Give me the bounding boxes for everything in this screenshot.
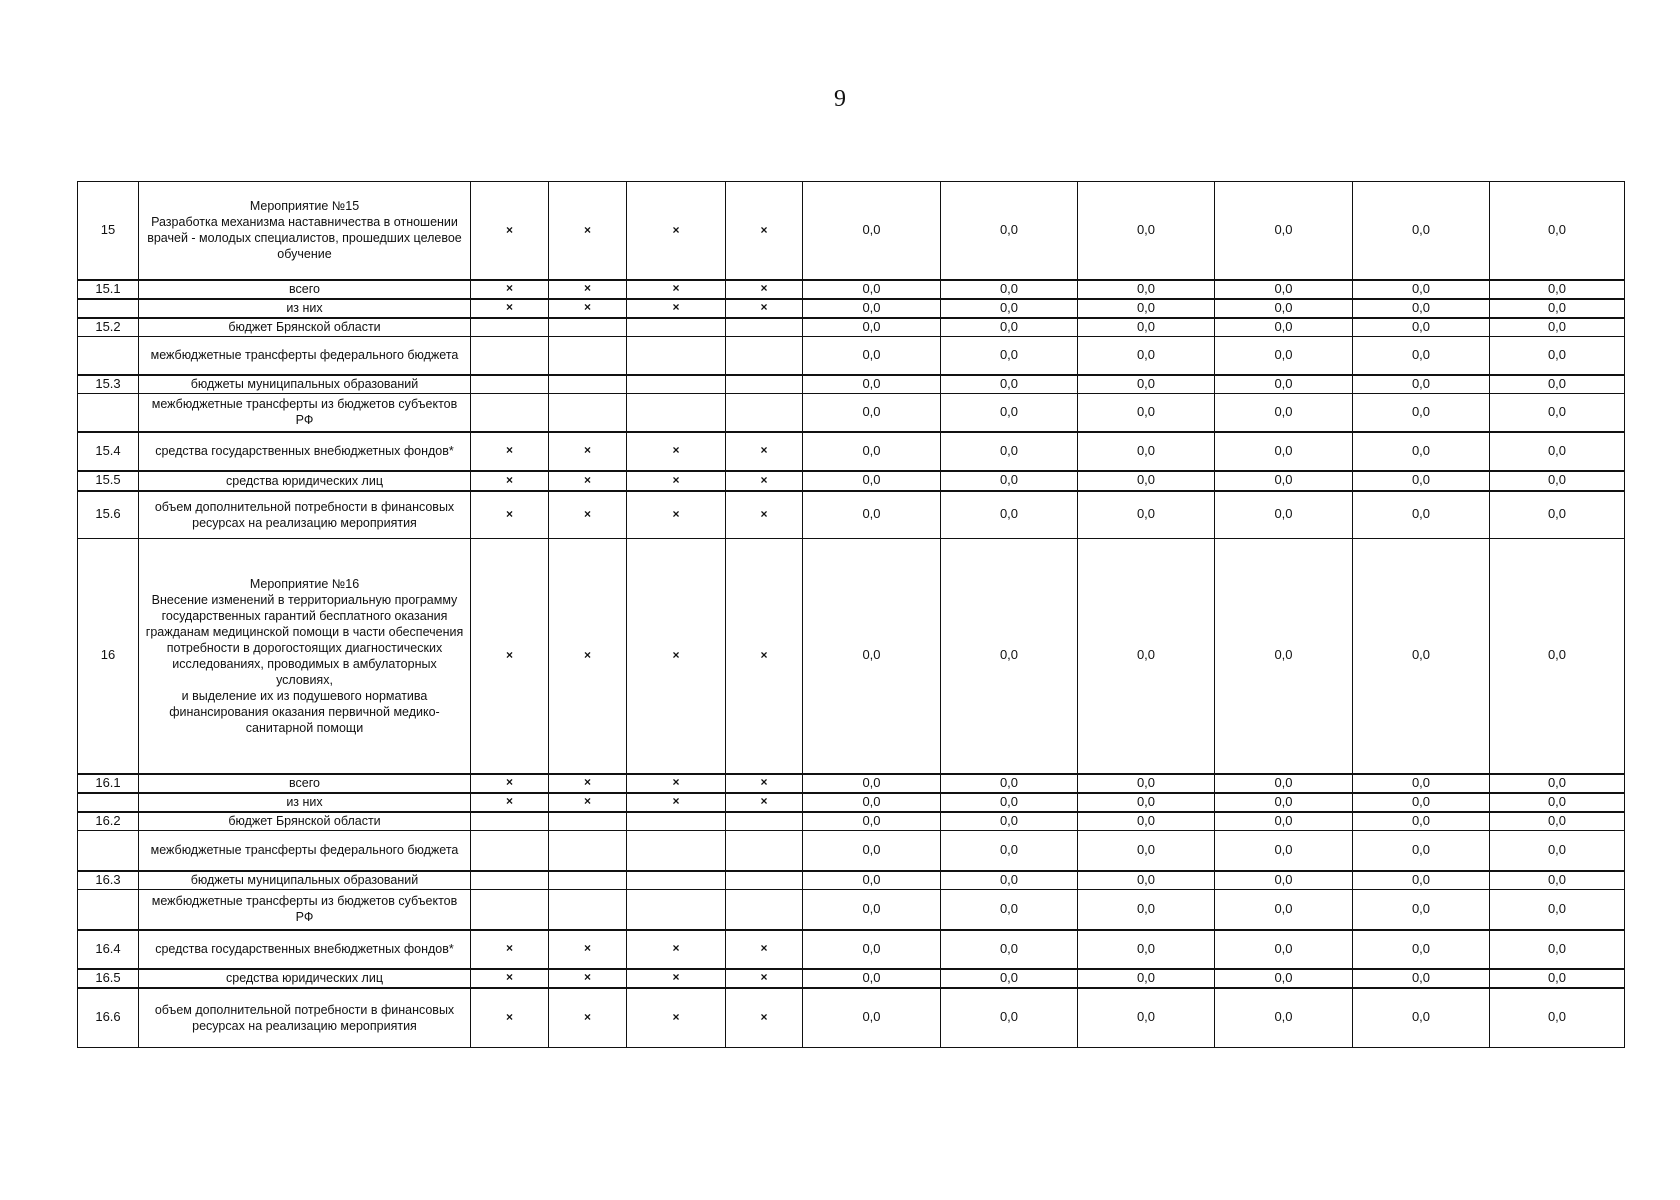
value-cell: 0,0: [1353, 318, 1490, 337]
value-cell: 0,0: [1490, 539, 1625, 774]
table-row: [78, 969, 1625, 988]
value-cell: 0,0: [1490, 280, 1625, 299]
row-label: средства юридических лиц: [139, 969, 471, 988]
row-number: [78, 394, 139, 432]
cross-cell: [471, 812, 549, 831]
cross-cell: [471, 871, 549, 890]
value-cell: 0,0: [803, 182, 941, 280]
table-row: [78, 871, 1625, 890]
row-number: [78, 337, 139, 375]
value-cell: 0,0: [1215, 539, 1353, 774]
cross-cell: ×: [549, 988, 627, 1048]
row-label: средства государственных внебюджетных фондов*: [139, 432, 471, 471]
value-cell: 0,0: [1490, 375, 1625, 394]
value-cell: 0,0: [803, 988, 941, 1048]
value-cell: 0,0: [1078, 471, 1215, 491]
value-cell: 0,0: [1353, 890, 1490, 930]
cross-cell: ×: [549, 182, 627, 280]
value-cell: 0,0: [1078, 491, 1215, 539]
table-row: [78, 491, 1625, 539]
row-label: из них: [139, 793, 471, 812]
value-cell: 0,0: [1490, 491, 1625, 539]
value-cell: 0,0: [1215, 890, 1353, 930]
value-cell: 0,0: [1353, 871, 1490, 890]
value-cell: 0,0: [1215, 793, 1353, 812]
value-cell: 0,0: [1490, 337, 1625, 375]
value-cell: 0,0: [941, 337, 1078, 375]
value-cell: 0,0: [941, 812, 1078, 831]
value-cell: 0,0: [941, 969, 1078, 988]
cross-cell: ×: [471, 988, 549, 1048]
cross-cell: ×: [471, 969, 549, 988]
value-cell: 0,0: [941, 491, 1078, 539]
value-cell: 0,0: [1078, 871, 1215, 890]
value-cell: 0,0: [1490, 318, 1625, 337]
value-cell: 0,0: [803, 831, 941, 871]
value-cell: 0,0: [1353, 182, 1490, 280]
cross-cell: ×: [471, 471, 549, 491]
cross-cell: [471, 337, 549, 375]
value-cell: 0,0: [1490, 299, 1625, 318]
cross-cell: ×: [549, 930, 627, 969]
cross-cell: ×: [726, 930, 803, 969]
value-cell: 0,0: [803, 871, 941, 890]
row-number: 15.2: [78, 318, 139, 337]
table-row: [78, 375, 1625, 394]
cross-cell: ×: [471, 491, 549, 539]
value-cell: 0,0: [941, 871, 1078, 890]
budget-table: [77, 181, 1625, 1048]
row-number: 15: [78, 182, 139, 280]
value-cell: 0,0: [941, 394, 1078, 432]
value-cell: 0,0: [1078, 930, 1215, 969]
value-cell: 0,0: [941, 930, 1078, 969]
row-number: 16.6: [78, 988, 139, 1048]
value-cell: 0,0: [1078, 774, 1215, 793]
cross-cell: [726, 375, 803, 394]
table-row: [78, 299, 1625, 318]
value-cell: 0,0: [803, 812, 941, 831]
value-cell: 0,0: [1490, 793, 1625, 812]
value-cell: 0,0: [1215, 969, 1353, 988]
cross-cell: ×: [627, 432, 726, 471]
row-number: [78, 831, 139, 871]
value-cell: 0,0: [1078, 831, 1215, 871]
cross-cell: [471, 831, 549, 871]
row-number: 16.5: [78, 969, 139, 988]
value-cell: 0,0: [1490, 890, 1625, 930]
cross-cell: ×: [627, 299, 726, 318]
cross-cell: [471, 890, 549, 930]
cross-cell: ×: [627, 774, 726, 793]
table-row: [78, 182, 1625, 280]
value-cell: 0,0: [1215, 182, 1353, 280]
row-number: 16.1: [78, 774, 139, 793]
value-cell: 0,0: [1078, 375, 1215, 394]
value-cell: 0,0: [1353, 280, 1490, 299]
cross-cell: [471, 394, 549, 432]
cross-cell: ×: [726, 988, 803, 1048]
table-row: [78, 890, 1625, 930]
value-cell: 0,0: [941, 988, 1078, 1048]
value-cell: 0,0: [941, 375, 1078, 394]
table-row: [78, 930, 1625, 969]
value-cell: 0,0: [941, 831, 1078, 871]
value-cell: 0,0: [1353, 539, 1490, 774]
cross-cell: [471, 375, 549, 394]
value-cell: 0,0: [1078, 890, 1215, 930]
cross-cell: ×: [726, 539, 803, 774]
cross-cell: ×: [549, 432, 627, 471]
value-cell: 0,0: [1490, 394, 1625, 432]
value-cell: 0,0: [941, 299, 1078, 318]
value-cell: 0,0: [803, 318, 941, 337]
value-cell: 0,0: [1353, 831, 1490, 871]
cross-cell: ×: [627, 539, 726, 774]
value-cell: 0,0: [1490, 471, 1625, 491]
cross-cell: ×: [726, 491, 803, 539]
row-label: всего: [139, 774, 471, 793]
row-number: 16.2: [78, 812, 139, 831]
value-cell: 0,0: [1490, 812, 1625, 831]
cross-cell: ×: [471, 930, 549, 969]
cross-cell: ×: [726, 432, 803, 471]
value-cell: 0,0: [1215, 491, 1353, 539]
cross-cell: [627, 871, 726, 890]
cross-cell: [726, 871, 803, 890]
value-cell: 0,0: [1078, 988, 1215, 1048]
cross-cell: ×: [471, 432, 549, 471]
value-cell: 0,0: [1353, 969, 1490, 988]
cross-cell: [726, 318, 803, 337]
value-cell: 0,0: [941, 793, 1078, 812]
table-row: [78, 831, 1625, 871]
table-row: [78, 812, 1625, 831]
value-cell: 0,0: [1078, 394, 1215, 432]
value-cell: 0,0: [941, 318, 1078, 337]
table-row: [78, 539, 1625, 774]
cross-cell: ×: [549, 969, 627, 988]
value-cell: 0,0: [1215, 930, 1353, 969]
cross-cell: ×: [627, 988, 726, 1048]
cross-cell: [726, 337, 803, 375]
cross-cell: [549, 831, 627, 871]
value-cell: 0,0: [1215, 774, 1353, 793]
value-cell: 0,0: [1353, 930, 1490, 969]
value-cell: 0,0: [1353, 337, 1490, 375]
cross-cell: ×: [627, 471, 726, 491]
value-cell: 0,0: [1215, 299, 1353, 318]
value-cell: 0,0: [1215, 375, 1353, 394]
row-number: [78, 299, 139, 318]
value-cell: 0,0: [1353, 471, 1490, 491]
cross-cell: ×: [627, 182, 726, 280]
row-number: 15.3: [78, 375, 139, 394]
value-cell: 0,0: [1078, 539, 1215, 774]
row-label: Мероприятие №15 Разработка механизма наставничества в отношении врачей - молодых специалистов, прошедших целевое обучение: [139, 182, 471, 280]
cross-cell: ×: [726, 299, 803, 318]
cross-cell: [627, 337, 726, 375]
cross-cell: [627, 394, 726, 432]
value-cell: 0,0: [1490, 969, 1625, 988]
value-cell: 0,0: [1353, 491, 1490, 539]
value-cell: 0,0: [1353, 793, 1490, 812]
value-cell: 0,0: [1490, 831, 1625, 871]
row-number: 15.6: [78, 491, 139, 539]
cross-cell: ×: [726, 793, 803, 812]
cross-cell: ×: [471, 539, 549, 774]
value-cell: 0,0: [1215, 337, 1353, 375]
value-cell: 0,0: [1353, 812, 1490, 831]
cross-cell: ×: [726, 182, 803, 280]
cross-cell: ×: [726, 471, 803, 491]
cross-cell: [549, 812, 627, 831]
value-cell: 0,0: [1490, 774, 1625, 793]
cross-cell: ×: [471, 299, 549, 318]
row-label: бюджеты муниципальных образований: [139, 375, 471, 394]
value-cell: 0,0: [803, 375, 941, 394]
table-row: [78, 394, 1625, 432]
row-number: 15.5: [78, 471, 139, 491]
value-cell: 0,0: [803, 930, 941, 969]
row-number: [78, 793, 139, 812]
page-number: 9: [834, 86, 846, 112]
value-cell: 0,0: [803, 337, 941, 375]
row-label: из них: [139, 299, 471, 318]
cross-cell: ×: [627, 969, 726, 988]
value-cell: 0,0: [803, 539, 941, 774]
cross-cell: [627, 812, 726, 831]
value-cell: 0,0: [1490, 930, 1625, 969]
value-cell: 0,0: [1490, 432, 1625, 471]
cross-cell: [627, 831, 726, 871]
cross-cell: [627, 375, 726, 394]
cross-cell: ×: [627, 930, 726, 969]
cross-cell: [471, 318, 549, 337]
table-row: [78, 432, 1625, 471]
row-label: всего: [139, 280, 471, 299]
cross-cell: [549, 394, 627, 432]
value-cell: 0,0: [803, 280, 941, 299]
row-label: бюджет Брянской области: [139, 318, 471, 337]
value-cell: 0,0: [1215, 871, 1353, 890]
value-cell: 0,0: [803, 793, 941, 812]
cross-cell: ×: [471, 280, 549, 299]
value-cell: 0,0: [1353, 299, 1490, 318]
cross-cell: ×: [471, 182, 549, 280]
value-cell: 0,0: [1215, 471, 1353, 491]
cross-cell: [627, 890, 726, 930]
table-body: [78, 182, 1625, 1048]
value-cell: 0,0: [941, 432, 1078, 471]
value-cell: 0,0: [1078, 812, 1215, 831]
value-cell: 0,0: [1078, 182, 1215, 280]
cross-cell: ×: [726, 969, 803, 988]
table-row: [78, 988, 1625, 1048]
value-cell: 0,0: [1353, 432, 1490, 471]
row-label: межбюджетные трансферты из бюджетов субъектов РФ: [139, 890, 471, 930]
cross-cell: ×: [471, 793, 549, 812]
cross-cell: ×: [627, 280, 726, 299]
value-cell: 0,0: [1215, 812, 1353, 831]
value-cell: 0,0: [1215, 318, 1353, 337]
row-label: объем дополнительной потребности в финансовых ресурсах на реализацию мероприятия: [139, 491, 471, 539]
value-cell: 0,0: [1215, 394, 1353, 432]
value-cell: 0,0: [1353, 988, 1490, 1048]
table-row: [78, 774, 1625, 793]
value-cell: 0,0: [1215, 280, 1353, 299]
value-cell: 0,0: [1353, 375, 1490, 394]
value-cell: 0,0: [941, 890, 1078, 930]
value-cell: 0,0: [803, 969, 941, 988]
cross-cell: ×: [549, 491, 627, 539]
row-label: объем дополнительной потребности в финансовых ресурсах на реализацию мероприятия: [139, 988, 471, 1048]
cross-cell: [726, 831, 803, 871]
table-row: [78, 337, 1625, 375]
cross-cell: ×: [726, 280, 803, 299]
cross-cell: [549, 337, 627, 375]
value-cell: 0,0: [803, 471, 941, 491]
row-number: 16.3: [78, 871, 139, 890]
cross-cell: ×: [549, 774, 627, 793]
cross-cell: ×: [549, 280, 627, 299]
value-cell: 0,0: [803, 491, 941, 539]
row-label: Мероприятие №16 Внесение изменений в территориальную программу государственных гарантий бесплатного оказания гражданам медицинской помощи в части обеспечения потребности в дорогостоящих диагностических исследованиях, проводимых в амбулаторных условиях, и выделение их из подушевого норматива финансирования оказания первичной медико- санитарной помощи: [139, 539, 471, 774]
row-label: бюджет Брянской области: [139, 812, 471, 831]
table-row: [78, 318, 1625, 337]
value-cell: 0,0: [803, 299, 941, 318]
value-cell: 0,0: [803, 394, 941, 432]
value-cell: 0,0: [1078, 337, 1215, 375]
cross-cell: [726, 394, 803, 432]
value-cell: 0,0: [941, 774, 1078, 793]
value-cell: 0,0: [1078, 793, 1215, 812]
cross-cell: ×: [627, 793, 726, 812]
cross-cell: [549, 375, 627, 394]
value-cell: 0,0: [1490, 871, 1625, 890]
cross-cell: [726, 812, 803, 831]
cross-cell: [549, 871, 627, 890]
table-row: [78, 793, 1625, 812]
cross-cell: [726, 890, 803, 930]
cross-cell: [549, 890, 627, 930]
cross-cell: [549, 318, 627, 337]
cross-cell: ×: [471, 774, 549, 793]
value-cell: 0,0: [941, 471, 1078, 491]
value-cell: 0,0: [1215, 988, 1353, 1048]
value-cell: 0,0: [1353, 394, 1490, 432]
cross-cell: ×: [549, 299, 627, 318]
row-number: 16: [78, 539, 139, 774]
row-label: средства юридических лиц: [139, 471, 471, 491]
row-label: межбюджетные трансферты федерального бюджета: [139, 337, 471, 375]
value-cell: 0,0: [803, 890, 941, 930]
table-row: [78, 280, 1625, 299]
cross-cell: ×: [726, 774, 803, 793]
value-cell: 0,0: [1078, 280, 1215, 299]
value-cell: 0,0: [941, 539, 1078, 774]
value-cell: 0,0: [941, 280, 1078, 299]
value-cell: 0,0: [803, 774, 941, 793]
value-cell: 0,0: [1353, 774, 1490, 793]
value-cell: 0,0: [1490, 182, 1625, 280]
row-number: [78, 890, 139, 930]
value-cell: 0,0: [941, 182, 1078, 280]
value-cell: 0,0: [1078, 969, 1215, 988]
value-cell: 0,0: [803, 432, 941, 471]
value-cell: 0,0: [1078, 299, 1215, 318]
value-cell: 0,0: [1215, 831, 1353, 871]
cross-cell: ×: [549, 471, 627, 491]
value-cell: 0,0: [1490, 988, 1625, 1048]
row-label: межбюджетные трансферты из бюджетов субъектов РФ: [139, 394, 471, 432]
row-label: средства государственных внебюджетных фондов*: [139, 930, 471, 969]
value-cell: 0,0: [1215, 432, 1353, 471]
value-cell: 0,0: [1078, 318, 1215, 337]
row-number: 16.4: [78, 930, 139, 969]
cross-cell: ×: [549, 539, 627, 774]
cross-cell: [627, 318, 726, 337]
table-row: [78, 471, 1625, 491]
cross-cell: ×: [627, 491, 726, 539]
value-cell: 0,0: [1078, 432, 1215, 471]
cross-cell: ×: [549, 793, 627, 812]
row-label: бюджеты муниципальных образований: [139, 871, 471, 890]
row-number: 15.1: [78, 280, 139, 299]
row-label: межбюджетные трансферты федерального бюджета: [139, 831, 471, 871]
row-number: 15.4: [78, 432, 139, 471]
